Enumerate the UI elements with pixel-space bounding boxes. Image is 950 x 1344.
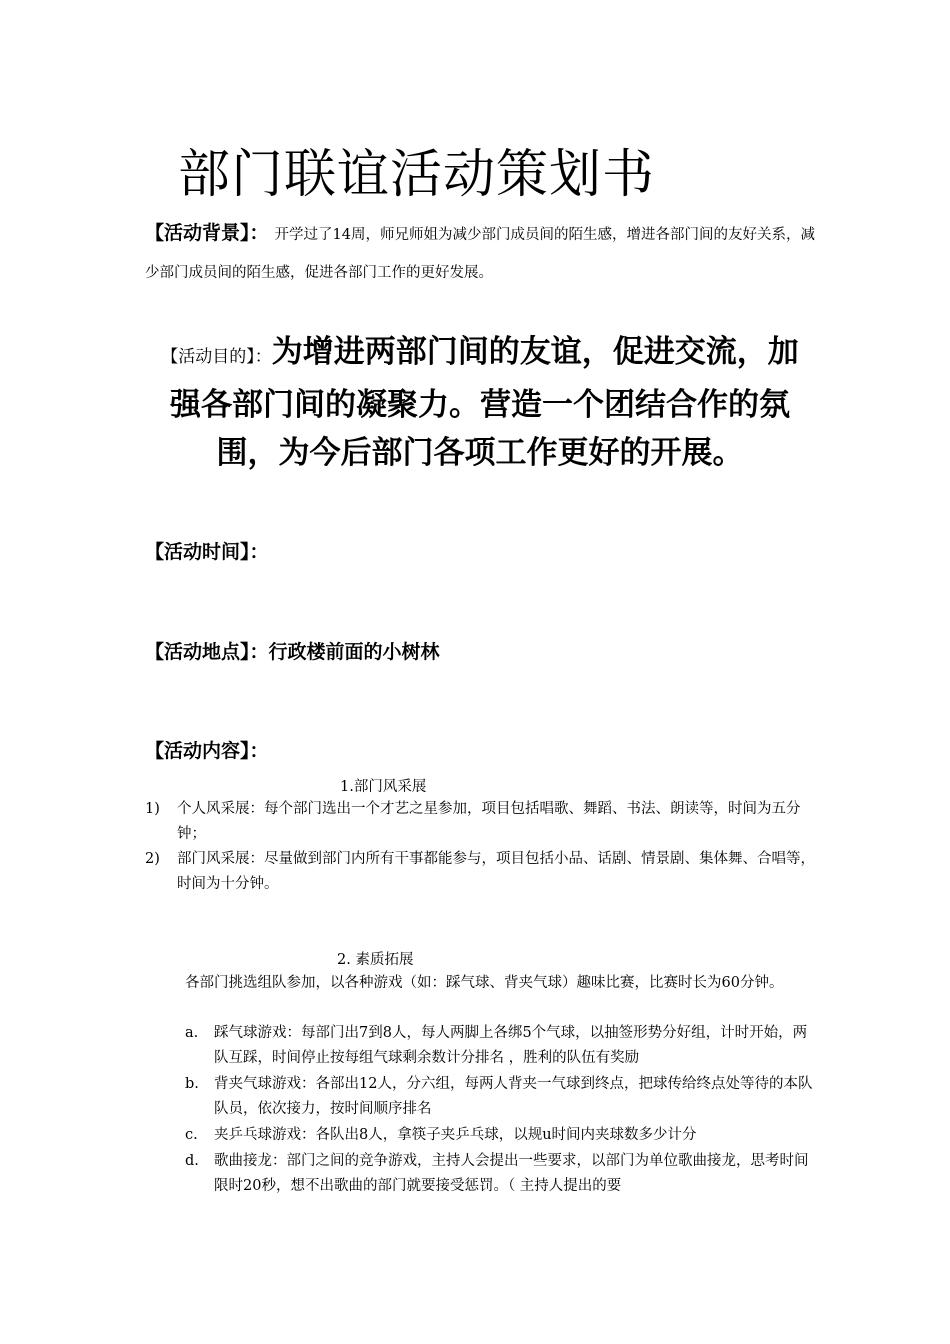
background-text: 开学过了14周，师兄师姐为减少部门成员间的陌生感，增进各部门间的友好关系，减少部门成员间的陌生感，促进各部门工作的更好发展。	[145, 227, 815, 281]
list-item-text: 歌曲接龙：部门之间的竞争游戏，主持人会提出一些要求，以部门为单位歌曲接龙，思考时间限时20秒，想不出歌曲的部门就要接受惩罚。（ 主持人提出的要	[214, 1153, 809, 1194]
list-item	[185, 1149, 815, 1199]
section2-title: 2. 素质拓展	[337, 952, 414, 968]
location-label: 【活动地点】：	[145, 641, 269, 663]
list-item-text: 夹乒乓球游戏：各队出8人，拿筷子夹乒乓球，以规u时间内夹球数多少计分	[214, 1127, 697, 1143]
list-item-text: 踩气球游戏：每部门出7到8人，每人两脚上各绑5个气球，以抽签形势分好组，计时开始，两队互踩，时间停止按每组气球剩余数计分排名 ，胜利的队伍有奖励	[214, 1025, 808, 1066]
purpose-label: 【活动目的】：	[161, 347, 272, 367]
list-item	[145, 797, 820, 847]
purpose-section	[150, 328, 810, 477]
list-item-text: 部门风采展：尽量做到部门内所有干事都能参与，项目包括小品、话剧、情景剧、集体舞、合唱等，时间为十分钟。	[177, 851, 815, 892]
background-section	[145, 214, 815, 292]
section1-list	[145, 797, 820, 897]
list-item	[185, 1021, 815, 1071]
list-item-number: 2)	[145, 851, 160, 867]
purpose-text: 为增进两部门间的友谊，促进交流，加强各部门间的凝聚力。营造一个团结合作的氛围，为今后部门各项工作更好的开展。	[170, 334, 799, 471]
location-value: 行政楼前面的小树林	[268, 641, 440, 663]
background-label: 【活动背景】：	[145, 222, 269, 244]
list-item	[145, 847, 820, 897]
list-item-letter: d.	[185, 1153, 199, 1169]
list-item-text: 个人风采展：每个部门选出一个才艺之星参加，项目包括唱歌、舞蹈、书法、朗读等，时间为五分钟；	[177, 801, 801, 842]
list-item-letter: b.	[185, 1076, 199, 1092]
section2-list	[185, 1021, 815, 1200]
section2-intro: 各部门挑选组队参加，以各种游戏（如：踩气球、背夹气球）趣味比赛，比赛时长为60分钟。	[185, 975, 784, 991]
list-item-number: 1)	[145, 801, 160, 817]
time-section	[145, 537, 269, 564]
location-section	[145, 637, 440, 664]
list-item-text: 背夹气球游戏：各部出12人，分六组，每两人背夹一气球到终点，把球传给终点处等待的本队队员，依次接力，按时间顺序排名	[214, 1076, 813, 1117]
list-item-letter: a.	[185, 1025, 199, 1041]
list-item	[185, 1123, 815, 1148]
time-label: 【活动时间】：	[145, 541, 269, 563]
list-item	[185, 1072, 815, 1122]
section1-title: 1.部门风采展	[340, 779, 427, 795]
content-heading: 【活动内容】：	[145, 740, 269, 762]
document-title: 部门联谊活动策划书	[178, 145, 656, 205]
list-item-letter: c.	[185, 1127, 198, 1143]
